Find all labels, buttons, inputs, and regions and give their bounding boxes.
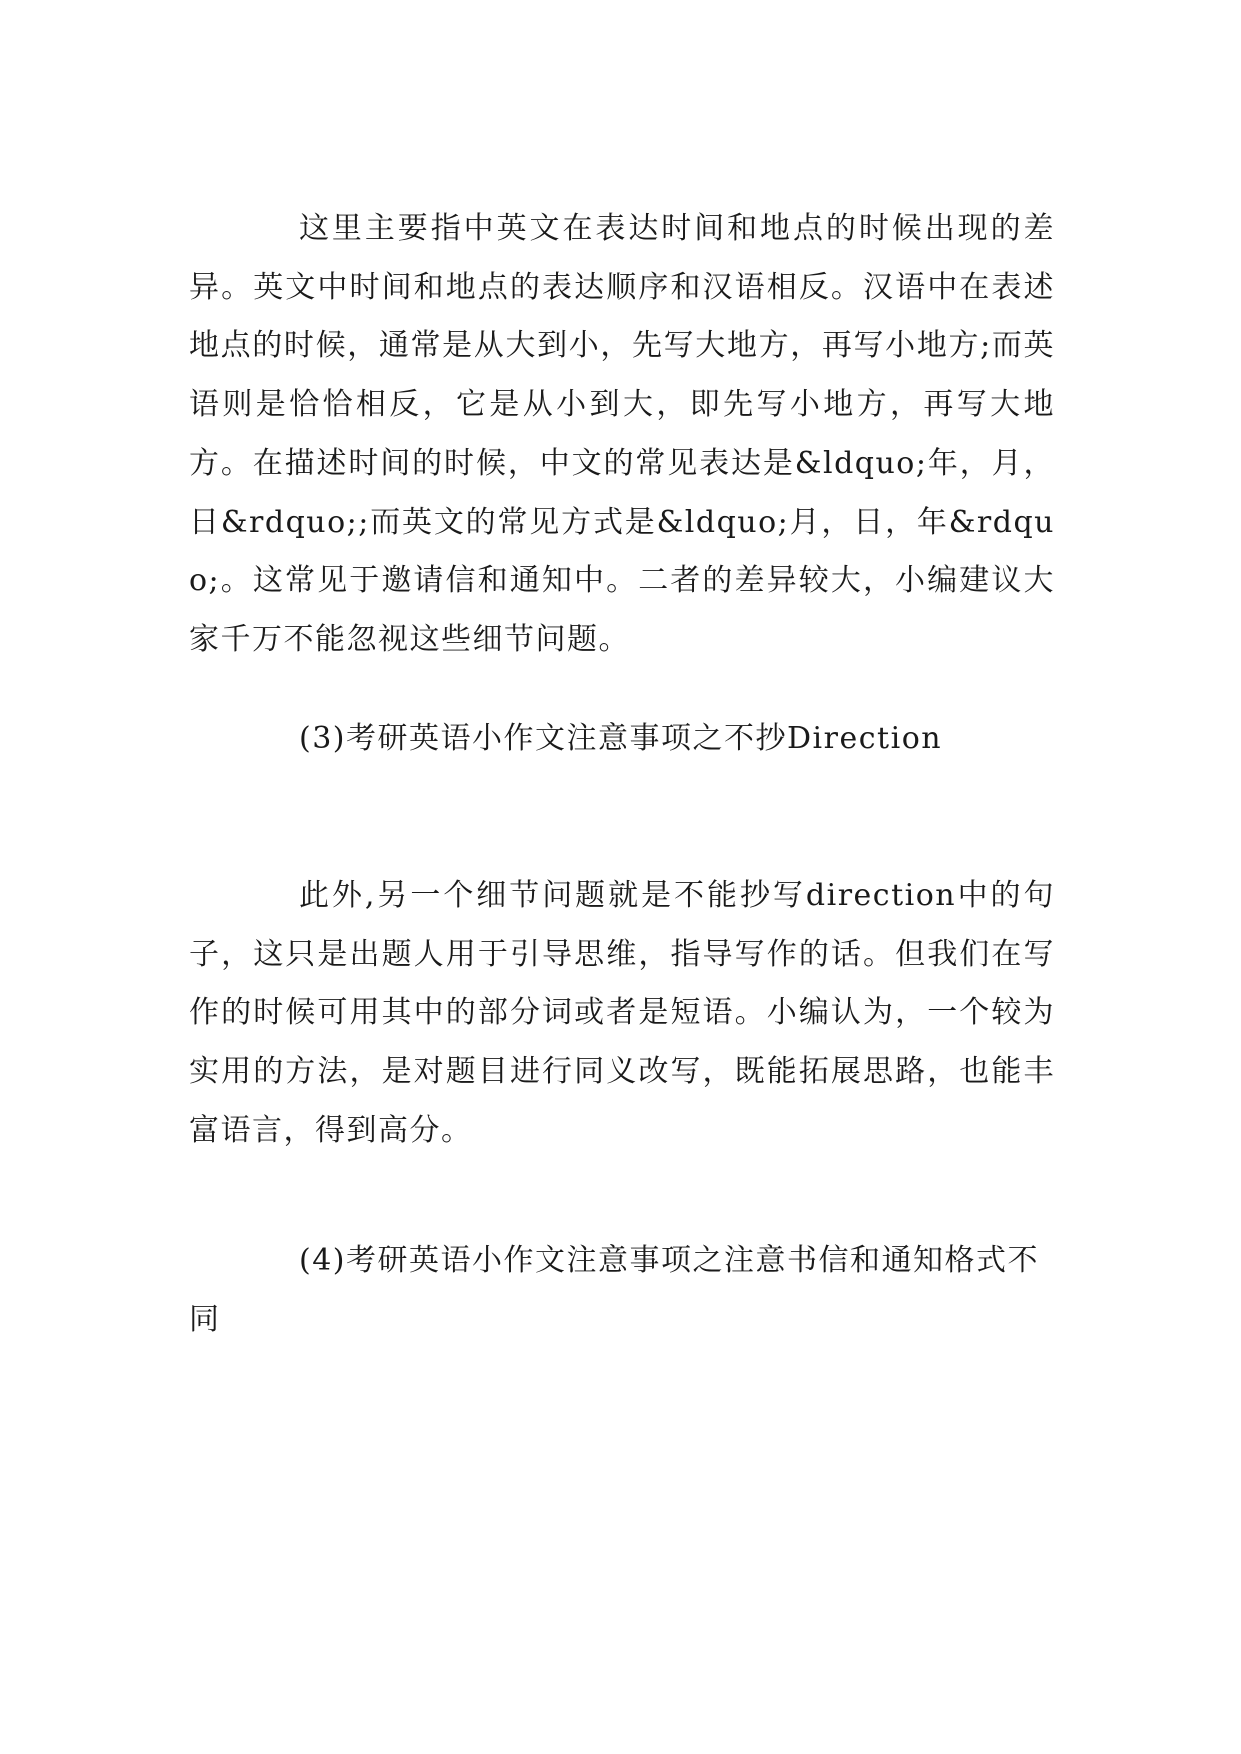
paragraph-time-place-order: 这里主要指中英文在表达时间和地点的时候出现的差异。英文中时间和地点的表达顺序和汉语相反。汉语中在表述地点的时候，通常是从大到小，先写大地方，再写小地方;而英语则是恰恰相反，它是从小到大，即先写小地方，再写大地方。在描述时间的时候，中文的常见表达是&ldquo;年，月，日&rdquo;;而英文的常见方式是&ldquo;月，日，年&rdquo;。这常见于邀请信和通知中。二者的差异较大，小编建议大家千万不能忽视这些细节问题。 bbox=[189, 211, 1055, 657]
paragraph-no-copy-direction: 此外,另一个细节问题就是不能抄写direction中的句子，这只是出题人用于引导思维，指导写作的话。但我们在写作的时候可用其中的部分词或者是短语。小编认为，一个较为实用的方法，是对题目进行同义改写，既能拓展思路，也能丰富语言，得到高分。 bbox=[189, 878, 1055, 1148]
section-heading-3: (3)考研英语小作文注意事项之不抄Direction bbox=[299, 721, 943, 756]
section-heading-4: (4)考研英语小作文注意事项之注意书信和通知格式不同 bbox=[189, 1243, 1039, 1337]
